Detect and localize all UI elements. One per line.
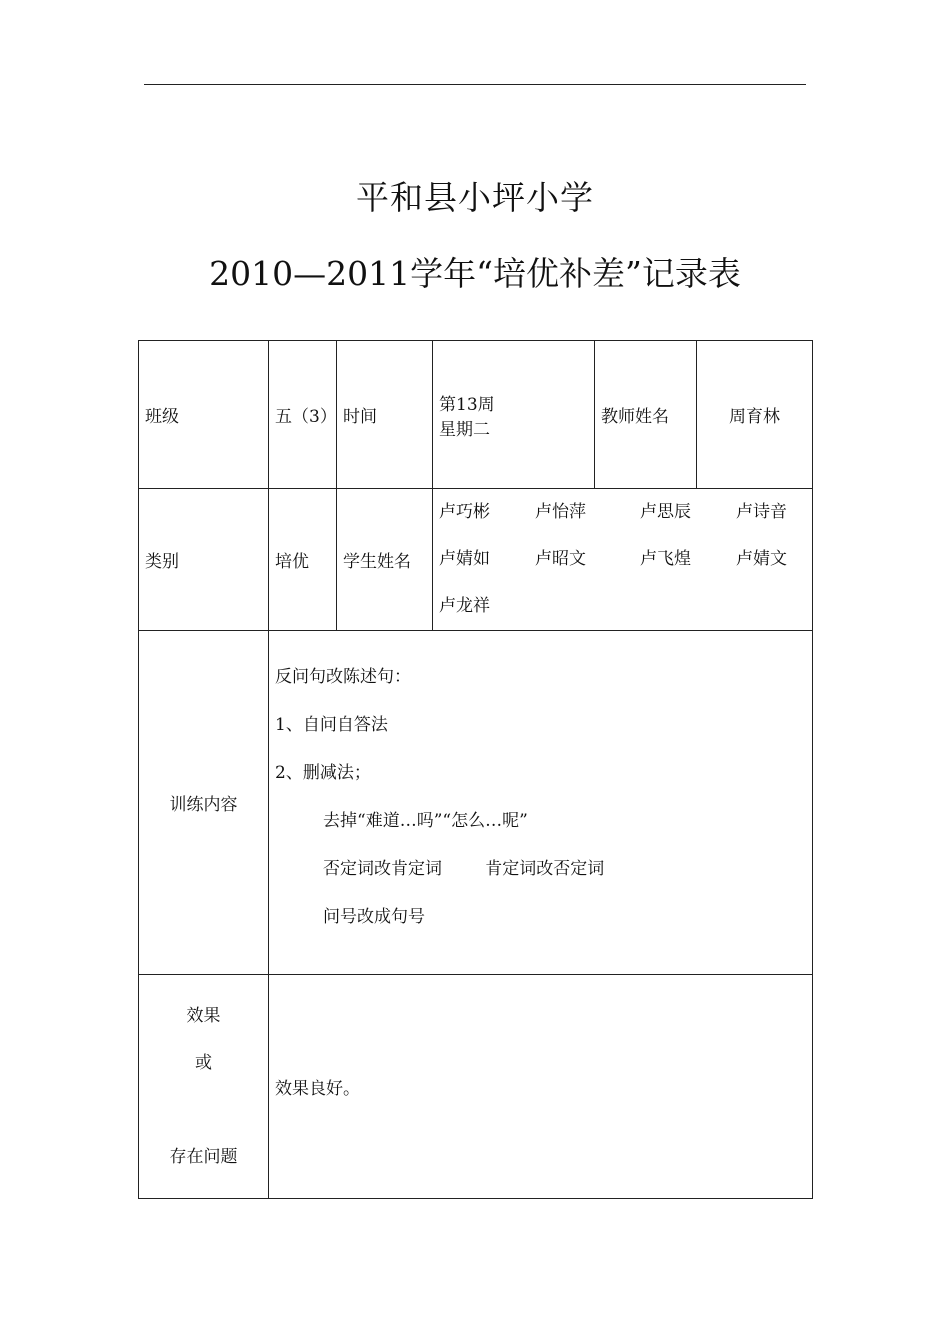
training-content xyxy=(269,631,813,975)
student-name: 卢思辰 xyxy=(640,502,691,522)
training-step: 去掉“难道…吗”“怎么…呢” xyxy=(323,811,528,831)
student-row xyxy=(439,583,806,630)
training-method-1: 1、自问自答法 xyxy=(275,715,388,735)
header-rule xyxy=(144,84,806,85)
category-row xyxy=(139,489,813,631)
effect-row xyxy=(139,975,813,1199)
student-row xyxy=(439,489,806,536)
document-title: 2010—2011学年“培优补差”记录表 xyxy=(209,254,741,293)
training-heading: 反问句改陈述句： xyxy=(275,667,411,687)
time-value xyxy=(433,341,595,489)
school-title: 平和县小坪小学 xyxy=(356,178,594,217)
record-table xyxy=(138,340,813,1199)
category-label: 类别 xyxy=(139,489,269,631)
time-label: 时间 xyxy=(337,341,433,489)
training-step: 否定词改肯定词 肯定词改否定词 xyxy=(323,859,605,879)
week-text: 第13周 xyxy=(439,394,495,415)
class-value: 五（3） xyxy=(269,341,337,489)
student-names xyxy=(433,489,813,631)
student-name: 卢怡萍 xyxy=(535,502,586,522)
student-name: 卢飞煌 xyxy=(640,549,691,569)
teacher-value: 周育林 xyxy=(697,341,813,489)
category-value: 培优 xyxy=(269,489,337,631)
training-step: 问号改成句号 xyxy=(323,907,425,927)
class-label: 班级 xyxy=(139,341,269,489)
teacher-label: 教师姓名 xyxy=(595,341,697,489)
effect-label-line: 效果 xyxy=(186,1005,221,1026)
header-row xyxy=(139,341,813,489)
training-label: 训练内容 xyxy=(139,631,269,975)
student-name: 卢昭文 xyxy=(535,549,586,569)
effect-label-line: 存在问题 xyxy=(169,1146,238,1167)
student-name: 卢婧如 xyxy=(439,549,490,569)
effect-label-line: 或 xyxy=(195,1052,212,1073)
effect-value: 效果良好。 xyxy=(269,975,813,1199)
student-name: 卢巧彬 xyxy=(439,502,490,522)
student-name: 卢诗音 xyxy=(736,502,787,522)
student-name: 卢婧文 xyxy=(736,549,787,569)
students-label: 学生姓名 xyxy=(337,489,433,631)
weekday-text: 星期二 xyxy=(439,419,490,440)
student-row xyxy=(439,536,806,583)
student-name: 卢龙祥 xyxy=(439,596,490,616)
training-row xyxy=(139,631,813,975)
effect-label xyxy=(139,975,269,1199)
training-method-2: 2、删减法； xyxy=(275,763,371,783)
